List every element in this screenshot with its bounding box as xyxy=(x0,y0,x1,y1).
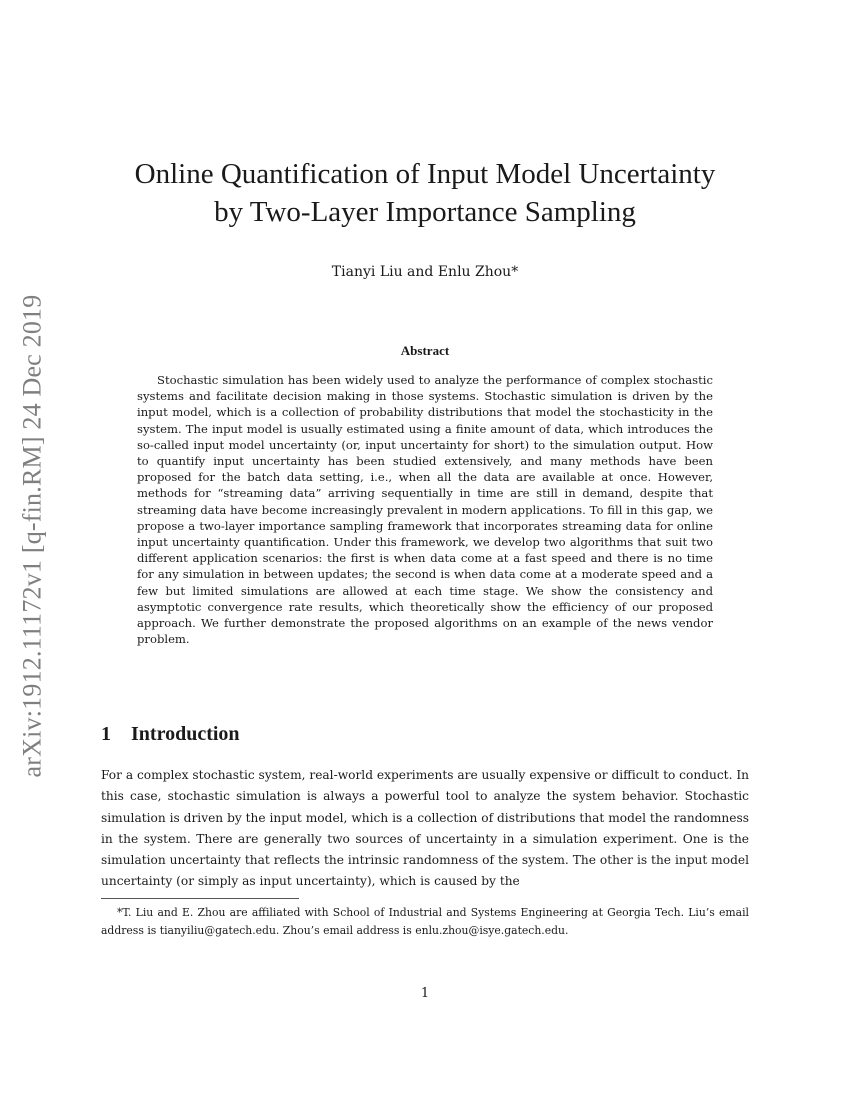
paper-title xyxy=(70,155,780,231)
abstract-body: Stochastic simulation has been widely used to analyze the performance of complex stochastic systems and facilitate decision making in those systems. Stochastic simulation is driven by the input model, which is a collection of probability distributions that model the stochasticity in the system. The input model is usually estimated using a finite amount of data, which introduces the so-called input model uncertainty (or, input uncertainty for short) to the simulation output. How to quantify input uncertainty has been studied extensively, and many methods have been proposed for the batch data setting, i.e., when all the data are available at once. However, methods for “streaming data” arriving sequentially in time are still in demand, despite that streaming data have become increasingly prevalent in modern applications. To fill in this gap, we propose a two-layer importance sampling framework that incorporates streaming data for online input uncertainty quantification. Under this framework, we develop two algorithms that suit two different application scenarios: the first is when data come at a fast speed and there is no time for any simulation in between updates; the second is when data come at a moderate speed and a few but limited simulations are allowed at each time stage. We show the consistency and asymptotic convergence rate results, which theoretically show the efficiency of our proposed approach. We further demonstrate the proposed algorithms on an example of the news vendor problem. xyxy=(137,373,713,647)
section-number: 1 xyxy=(101,723,111,745)
section-heading xyxy=(101,723,701,746)
author-footnote: *T. Liu and E. Zhou are affiliated with School of Industrial and Systems Engineering at Georgia Tech. Liu’s email address is tianyiliu@gatech.edu. Zhou’s email address is enlu.zhou@isye.gatech.edu. xyxy=(101,906,749,937)
title-line-1: Online Quantification of Input Model Uncertainty xyxy=(134,158,716,190)
page-number: 1 xyxy=(420,986,430,1001)
footnote-divider xyxy=(101,898,299,899)
introduction-paragraph: For a complex stochastic system, real-world experiments are usually expensive or difficult to conduct. In this case, stochastic simulation is always a powerful tool to analyze the system behavior. Stochastic simulation is driven by the input model, which is a collection of distributions that model the randomness in the system. There are generally two sources of uncertainty in a simulation experiment. One is the simulation uncertainty that reflects the intrinsic randomness of the system. The other is the input model uncertainty (or simply as input uncertainty), which is caused by the xyxy=(101,768,749,889)
section-title: Introduction xyxy=(131,723,240,745)
author-list: Tianyi Liu and Enlu Zhou* xyxy=(331,264,519,280)
abstract-heading: Abstract xyxy=(400,343,450,358)
title-line-2: by Two-Layer Importance Sampling xyxy=(214,196,636,228)
arxiv-identifier: arXiv:1912.11172v1 [q-fin.RM] 24 Dec 2019 xyxy=(17,294,46,778)
